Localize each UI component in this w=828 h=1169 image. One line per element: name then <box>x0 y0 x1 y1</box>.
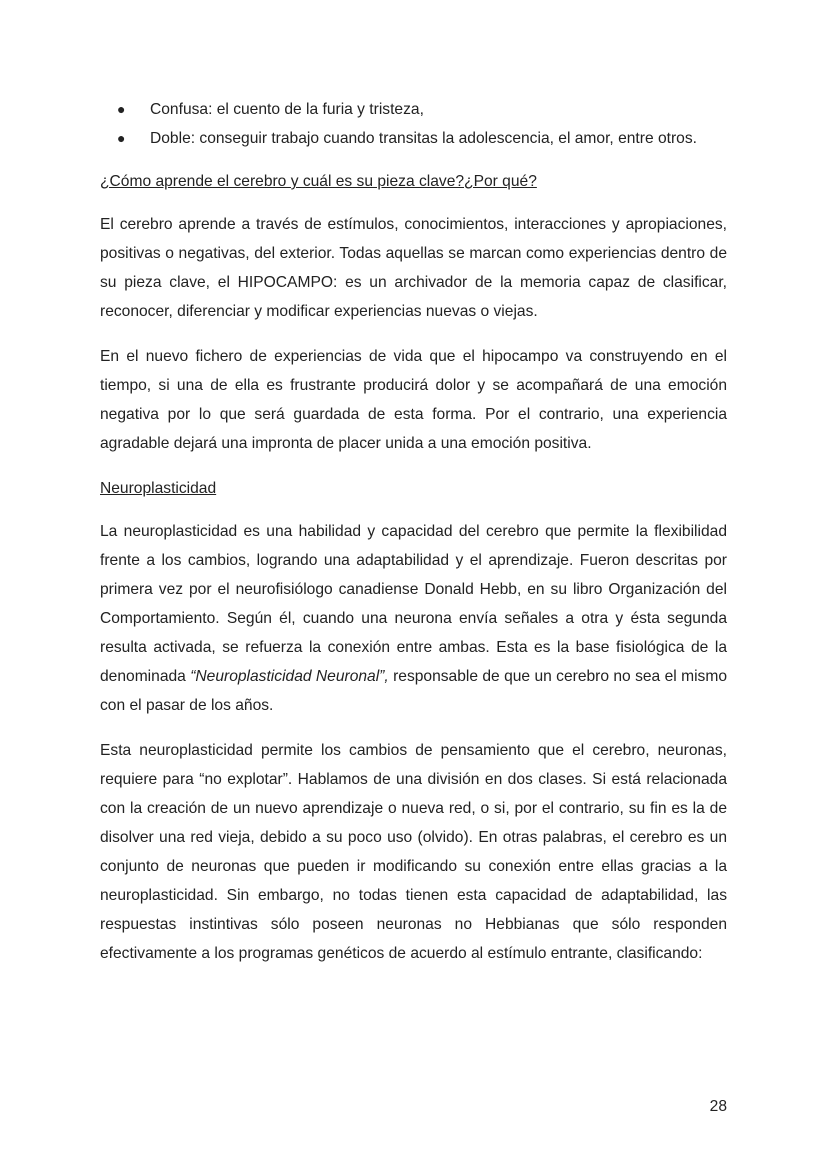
paragraph-brain-learning: El cerebro aprende a través de estímulos, conocimientos, interacciones y apropiaciones, positivas o negativas, del exterior. Todas aquellas se marcan como experiencias dentro de su pieza clave, el HIPOCAMPO: es un archivador de la memoria capaz de clasificar, reconocer, diferenciar y modificar experiencias nuevas o viejas. <box>100 216 727 320</box>
paragraph-text: La neuroplasticidad es una habilidad y capacidad del cerebro que permite la flexibilidad frente a los cambios, logrando una adaptabilidad y el aprendizaje. Fueron descritas por primera vez por el neurofisiólogo canadiense Donald Hebb, en su libro Organización del Comportamiento. Según él, cuando una neurona envía señales a otra y ésta segunda resulta activada, se refuerza la conexión entre ambas. Esta es la base fisiológica de la denominada <box>100 523 727 685</box>
bullet-icon: ● <box>117 101 126 117</box>
list-item <box>100 95 727 124</box>
page-number: 28 <box>709 1098 727 1115</box>
bullet-text: Doble: conseguir trabajo cuando transitas la adolescencia, el amor, entre otros. <box>150 130 697 147</box>
bullet-text: Confusa: el cuento de la furia y tristeza, <box>150 101 424 118</box>
paragraph-neuroplasticity-changes: Esta neuroplasticidad permite los cambios de pensamiento que el cerebro, neuronas, requiere para “no explotar”. Hablamos de una división en dos clases. Si está relacionada con la creación de un nuevo aprendizaje o nueva red, o si, por el contrario, su fin es la de disolver una red vieja, debido a su poco uso (olvido). En otras palabras, el cerebro es un conjunto de neuronas que pueden ir modificando su conexión entre ellas gracias a la neuroplasticidad. Sin embargo, no todas tienen esta capacidad de adaptabilidad, las respuestas instintivas sólo poseen neuronas no Hebbianas que sólo responden efectivamente a los programas genéticos de acuerdo al estímulo entrante, clasificando: <box>100 742 727 962</box>
bullet-icon: ● <box>117 130 126 146</box>
paragraph-text: responsable de que un cerebro no sea el mismo con el pasar de los años. <box>100 668 727 714</box>
section-heading-brain-learning: ¿Cómo aprende el cerebro y cuál es su pieza clave?¿Por qué? <box>100 173 537 190</box>
section-heading-neuroplasticity: Neuroplasticidad <box>100 480 217 497</box>
bullet-list <box>100 95 727 153</box>
list-item <box>100 124 727 153</box>
paragraph-neuroplasticity-definition <box>100 517 727 720</box>
emphasis-term: “Neuroplasticidad Neuronal”, <box>190 668 389 685</box>
paragraph-hippocampus-file: En el nuevo fichero de experiencias de vida que el hipocampo va construyendo en el tiempo, si una de ella es frustrante producirá dolor y se acompañará de una emoción negativa por lo que será guardada de esta forma. Por el contrario, una experiencia agradable dejará una impronta de placer unida a una emoción positiva. <box>100 348 727 452</box>
document-page <box>100 95 727 984</box>
